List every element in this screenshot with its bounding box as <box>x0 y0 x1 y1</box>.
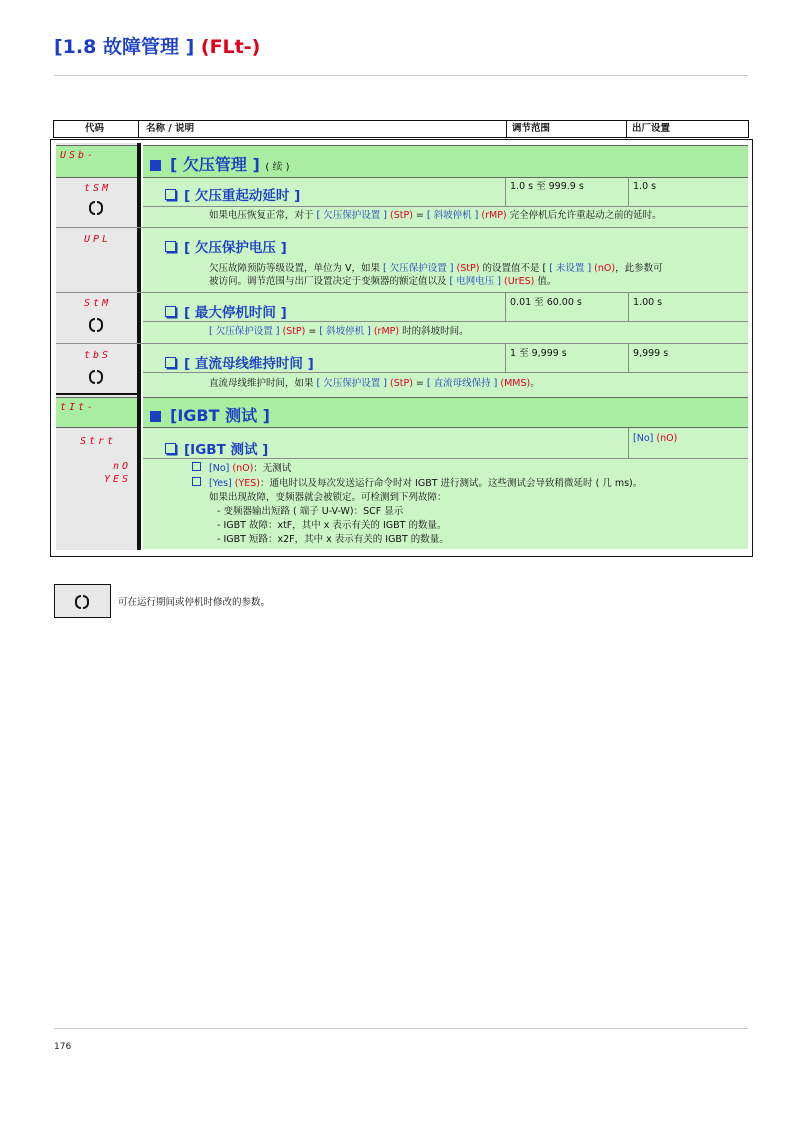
param-code-upl: UPL <box>84 234 112 245</box>
param-desc-upl-line2 <box>209 275 556 288</box>
desc-run: 的设置值不是 [ <box>479 263 550 274</box>
checkbox-bullet-icon <box>165 241 176 252</box>
option-yes: [Yes] (YES)：通电时以及每次发送运行命令时对 IGBT 进行测试。这些测试会导致稍微延时 ( 几 ms)。 <box>192 477 642 490</box>
code-column-divider <box>137 143 141 550</box>
param-factory-tsm: 1.0 s <box>633 181 657 192</box>
runtime-modify-icon <box>88 316 104 330</box>
desc-run: [ 欠压保护设置 ] <box>316 378 387 389</box>
desc-run: [ 斜坡停机 ] <box>426 210 479 221</box>
desc-run: 完全停机后允许重起动之前的延时。 <box>506 210 662 221</box>
desc-run: = <box>305 326 320 337</box>
param-desc-tbs <box>209 377 540 390</box>
desc-run: 欠压故障预防等级设置，单位为 V，如果 <box>209 263 384 274</box>
desc-run: 值。 <box>534 276 557 287</box>
checkbox-icon <box>192 462 201 471</box>
table-header <box>53 120 749 138</box>
page-title: [1.8 故障管理 ] (FLt-) <box>54 36 261 58</box>
desc-run: (MMS) <box>497 378 531 389</box>
desc-run: [ 斜坡停机 ] <box>319 326 371 337</box>
desc-run: (rMP) <box>478 210 507 221</box>
checkbox-icon <box>192 477 201 486</box>
desc-run: (StP) <box>279 326 306 337</box>
section-code-usb: USb- <box>60 150 97 161</box>
legend-text: 可在运行期间或停机时修改的参数。 <box>118 597 271 608</box>
square-bullet-icon <box>150 411 161 422</box>
top-rule <box>54 75 748 76</box>
desc-run: 如果电压恢复正常，对于 <box>209 210 317 221</box>
desc-run: [ 欠压保护设置 ] <box>209 326 280 337</box>
desc-run: 直流母线维护时间，如果 <box>209 378 317 389</box>
fault-item-3: - IGBT 短路：x2F，其中 x 表示有关的 IGBT 的数量。 <box>217 534 449 545</box>
desc-run: [ 欠压保护设置 ] <box>383 263 454 274</box>
checkbox-bullet-icon <box>165 443 176 454</box>
header-name: 名称 / 说明 <box>146 123 195 134</box>
param-range-stm: 0.01 至 60.00 s <box>510 297 582 308</box>
legend-box <box>54 584 111 618</box>
desc-run: [ 电网电压 ] <box>449 276 501 287</box>
bottom-rule <box>54 1028 748 1029</box>
desc-run: (StP) <box>386 378 413 389</box>
desc-run: = <box>412 378 427 389</box>
desc-run: (StP) <box>386 210 413 221</box>
runtime-modify-icon <box>88 199 104 213</box>
fault-item-2: - IGBT 故障：xtF，其中 x 表示有关的 IGBT 的数量。 <box>217 520 447 531</box>
param-desc-upl-line1 <box>209 262 663 275</box>
header-code: 代码 <box>85 123 105 134</box>
checkbox-bullet-icon <box>165 306 176 317</box>
param-factory-stm: 1.00 s <box>633 297 663 308</box>
page-number: 176 <box>54 1042 72 1052</box>
param-factory-tbs: 9,999 s <box>633 348 669 359</box>
desc-run: 被访问。调节范围与出厂设置决定于变频器的额定值以及 <box>209 276 450 287</box>
section-title-undervoltage: [ 欠压管理 ] ( 续 ) <box>150 152 290 175</box>
runtime-modify-icon <box>88 368 104 382</box>
runtime-modify-icon <box>74 593 90 607</box>
param-name-undervoltage-level: [ 欠压保护电压 ] <box>165 236 287 256</box>
desc-run: = <box>412 210 427 221</box>
param-name-restart-delay: [ 欠压重起动延时 ] <box>165 184 300 204</box>
param-range-tbs: 1 至 9,999 s <box>510 348 567 359</box>
fault-note: 如果出现故障，变频器就会被锁定。可检测到下列故障： <box>209 492 447 503</box>
desc-run: [ 欠压保护设置 ] <box>316 210 387 221</box>
option-code-yes: YES <box>104 474 132 485</box>
section-code-tit: tIt- <box>60 402 97 413</box>
section-title-igbt-test: [IGBT 测试 ] <box>150 403 270 426</box>
param-factory-strt: [No] (nO) <box>633 433 678 444</box>
param-code-strt: Strt <box>80 436 117 447</box>
param-code-stm: StM <box>84 298 112 309</box>
desc-run: (UrES) <box>500 276 535 287</box>
header-factory: 出厂设置 <box>632 123 671 134</box>
header-range: 调节范围 <box>512 123 551 134</box>
desc-run: [ 直流母线保持 ] <box>426 378 498 389</box>
param-name-dc-bus-hold-time: [ 直流母线维持时间 ] <box>165 352 314 372</box>
desc-run: 。 <box>530 378 540 389</box>
desc-run: 时的斜坡时间。 <box>399 326 469 337</box>
param-code-tbs: tbS <box>84 350 112 361</box>
checkbox-bullet-icon <box>165 357 176 368</box>
param-code-tsm: tSM <box>84 183 112 194</box>
param-name-igbt-test: [IGBT 测试 ] <box>165 438 268 458</box>
desc-run: (StP) <box>453 263 480 274</box>
desc-run: ，此参数可 <box>615 263 663 274</box>
fault-item-1: - 变频器输出短路 ( 端子 U-V-W)：SCF 显示 <box>217 506 404 517</box>
desc-run: [ 未设置 ] <box>549 263 592 274</box>
square-bullet-icon <box>150 160 161 171</box>
param-range-tsm: 1.0 s 至 999.9 s <box>510 181 584 192</box>
checkbox-bullet-icon <box>165 189 176 200</box>
option-no: [No] (nO)：无测试 <box>192 462 291 475</box>
param-name-max-stop-time: [ 最大停机时间 ] <box>165 301 287 321</box>
param-desc-stm <box>209 325 469 338</box>
param-desc-tsm <box>209 209 662 222</box>
desc-run: (rMP) <box>370 326 400 337</box>
desc-run: (nO) <box>591 263 616 274</box>
option-code-no: nO <box>113 461 132 472</box>
